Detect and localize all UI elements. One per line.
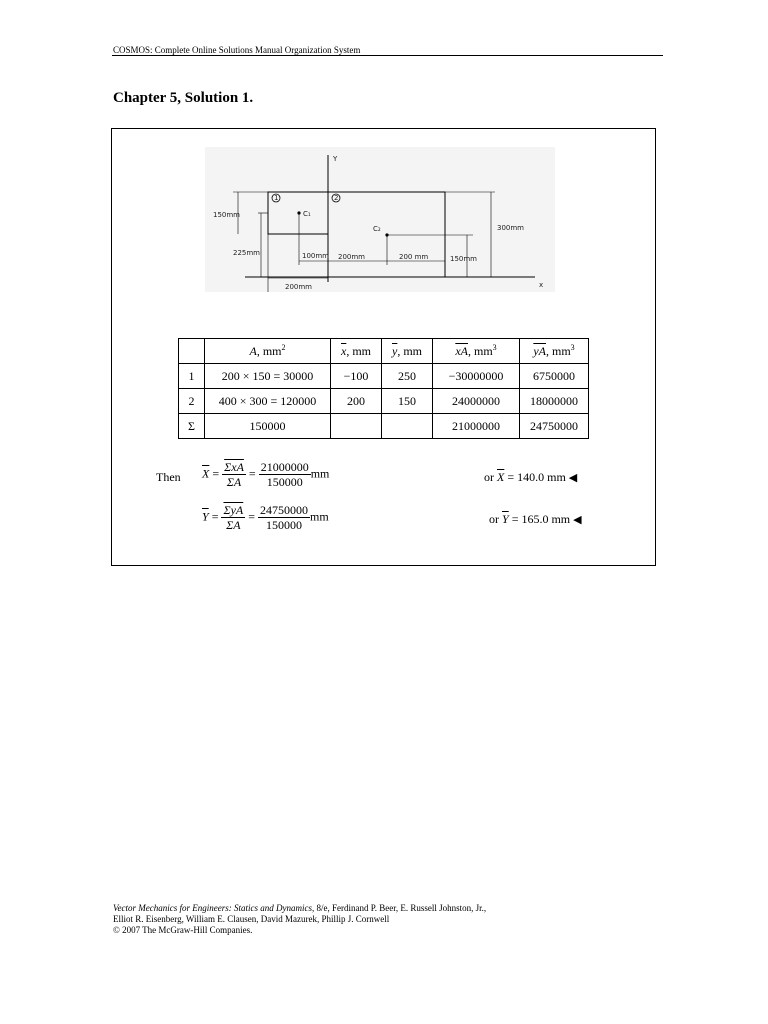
y-bar-result: or $\overline{Y} = 165.0$ mm ◀ <box>489 512 582 526</box>
row-y: 150 <box>382 389 433 414</box>
c2-label: C₂ <box>373 225 381 233</box>
row-xa: 21000000 <box>433 414 520 439</box>
row-xa: 24000000 <box>433 389 520 414</box>
row-ya: 18000000 <box>520 389 589 414</box>
row-area: 400 × 300 = 120000 <box>205 389 331 414</box>
table-row <box>179 389 589 414</box>
then-label: Then <box>156 470 181 484</box>
header-area: A, $mm^2$ <box>205 339 331 364</box>
row-index: 2 <box>179 389 205 414</box>
table-header-row <box>179 339 589 364</box>
dim-100: 100mm <box>302 252 329 260</box>
page-footer <box>113 903 486 936</box>
region-2-label: 2 <box>334 194 339 202</box>
header-xa: $\overline{xA}$, $mm^3$ <box>433 339 520 364</box>
result-marker-icon: ◀ <box>568 471 578 484</box>
x-bar-result: or $\overline{X} = 140.0$ mm ◀ <box>484 470 578 484</box>
dim-150-right: 150mm <box>450 255 477 263</box>
row-y: 250 <box>382 364 433 389</box>
c1-label: C₁ <box>303 210 311 218</box>
header-rule <box>112 55 663 56</box>
row-x <box>331 414 382 439</box>
header-y: $\overline{y}$, mm <box>382 339 433 364</box>
footer-line-2: Elliot R. Eisenberg, William E. Clausen, David Mazurek, Phillip J. Cornwell <box>113 914 390 924</box>
footer-copyright: © 2007 The McGraw-Hill Companies. <box>113 925 253 935</box>
header-index <box>179 339 205 364</box>
table-sum-row <box>179 414 589 439</box>
dim-300: 300mm <box>497 224 524 232</box>
dim-150-left: 150mm <box>213 211 240 219</box>
dim-225: 225mm <box>233 249 260 257</box>
y-axis-label: Y <box>333 155 338 163</box>
figure-background <box>205 147 555 292</box>
x-axis-label: x <box>539 281 544 289</box>
row-x: 200 <box>331 389 382 414</box>
centroid-table <box>178 338 589 439</box>
region-1-label: 1 <box>274 194 279 202</box>
dim-200-a: 200mm <box>338 253 365 261</box>
chapter-title: Chapter 5, Solution 1. <box>113 90 254 106</box>
dim-200-c: 200mm <box>285 283 312 291</box>
row-y <box>382 414 433 439</box>
x-bar-equation: $\overline{X}$ = $\frac{\overline{\Sigma xA}}{\Sigma A}$ = $\frac{21000000}{150000}$ mm <box>202 460 330 489</box>
page-header: COSMOS: Complete Online Solutions Manual Organization System <box>113 45 361 55</box>
result-marker-icon: ◀ <box>573 513 582 526</box>
row-area: 150000 <box>205 414 331 439</box>
dim-200-b: 200 mm <box>399 253 429 261</box>
row-ya: 6750000 <box>520 364 589 389</box>
row-index: Σ <box>179 414 205 439</box>
row-ya: 24750000 <box>520 414 589 439</box>
row-area: 200 × 150 = 30000 <box>205 364 331 389</box>
table-row <box>179 364 589 389</box>
book-title: Vector Mechanics for Engineers: Statics and Dynamics <box>113 903 312 913</box>
row-index: 1 <box>179 364 205 389</box>
header-x: $\overline{x}$, mm <box>331 339 382 364</box>
y-bar-equation: $\overline{Y}$ = $\frac{\overline{\Sigma yA}}{\Sigma A}$ = $\frac{24750000}{150000}$ mm <box>202 503 329 532</box>
composite-area-figure <box>205 147 555 292</box>
row-x: −100 <box>331 364 382 389</box>
header-ya: $\overline{yA}$, $mm^3$ <box>520 339 589 364</box>
footer-line-1: Vector Mechanics for Engineers: Statics and Dynamics, 8/e, Ferdinand P. Beer, E. Russell Johnston, Jr., <box>113 903 487 913</box>
row-xa: −30000000 <box>433 364 520 389</box>
